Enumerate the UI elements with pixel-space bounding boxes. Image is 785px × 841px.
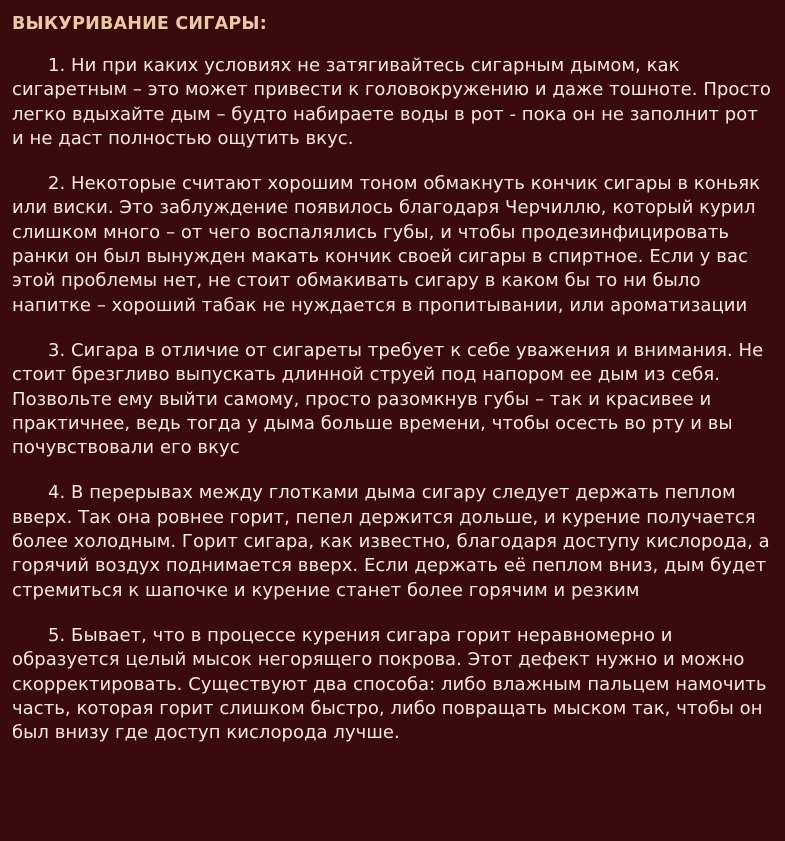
paragraph-5: 5. Бывает, что в процессе курения сигара горит неравномерно и образуется целый мысок негорящего покрова. Этот дефект нужно и можно скорректировать. Существуют два способа: либо влажным пальцем намочить часть, которая горит слишком быстро, либо повращать мыском так, чтобы он был внизу где доступ кислорода лучше.: [12, 624, 767, 744]
paragraph-3: 3. Сигара в отличие от сигареты требует к себе уважения и внимания. Не стоит брезгливо выпускать длинной струей под напором ее дым из себя. Позвольте ему выйти самому, просто разомкнув губы – так и красивее и практичнее, ведь тогда у дыма больше времени, чтобы осесть во рту и вы почувствовали его вкус: [12, 339, 764, 459]
paragraph-4: 4. В перерывах между глотками дыма сигару следует держать пеплом вверх. Так она ровнее горит, пепел держится дольше, и курение получается более холодным. Горит сигара, как известно, благодаря доступу кислорода, а горячий воздух поднимается вверх. Если держать её пеплом вниз, дым будет стремиться к шапочке и курение станет более горячим и резким: [12, 482, 770, 601]
paragraph-2: 2. Некоторые считают хорошим тоном обмакнуть кончик сигары в коньяк или виски. Это заблуждение появилось благодаря Черчиллю, который курил слишком много – от чего воспалялись губы, и чтобы продезинфицировать ранки он был вынужден макать кончик своей сигары в спиртное. Если у вас этой проблемы нет, не стоит обмакивать сигару в каком бы то ни было напитке – хороший табак не нуждается в пропитывании, или ароматизации: [12, 173, 761, 316]
paragraph-1: 1. Ни при каких условиях не затягивайтесь сигарным дымом, как сигаретным – это может привести к головокружению и даже тошноте. Просто легко вдыхайте дым – будто набираете воды в рот - пока он не заполнит рот и не даст полностью ощутить вкус.: [12, 55, 771, 149]
article-title: ВЫКУРИВАНИЕ СИГАРЫ:: [12, 14, 267, 34]
